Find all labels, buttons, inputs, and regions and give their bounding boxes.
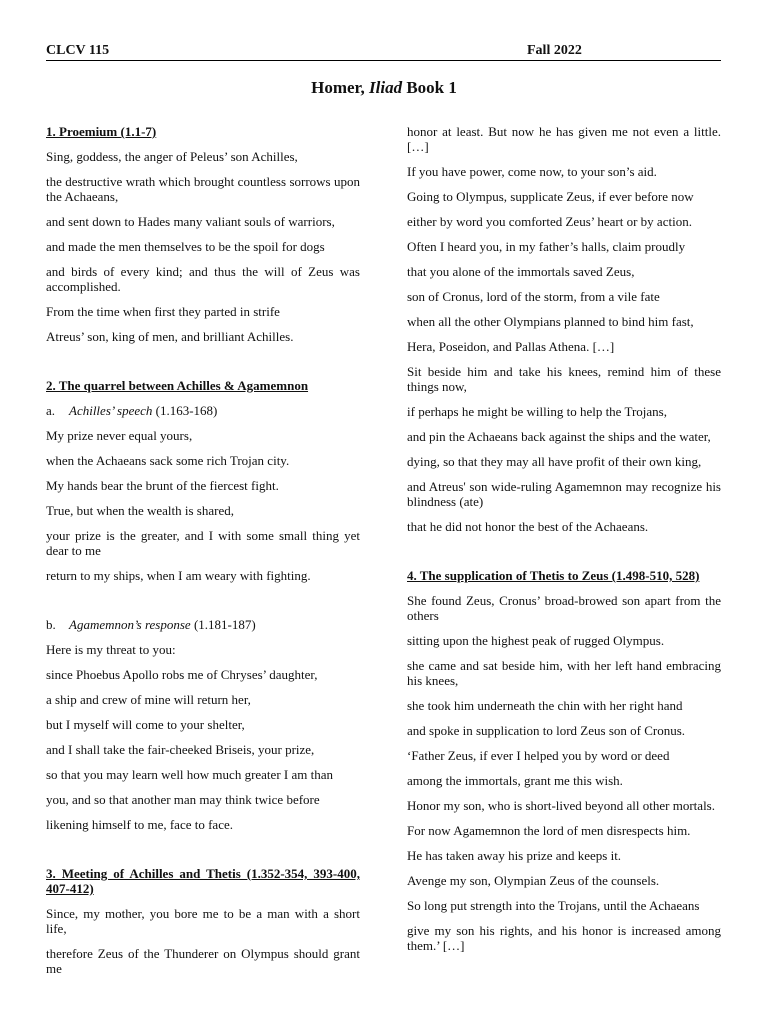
subsection-label: Achilles’ speech bbox=[69, 403, 153, 418]
line-reference: (1.181-187) bbox=[190, 617, 256, 632]
verse-line: True, but when the wealth is shared, bbox=[46, 503, 234, 518]
verse-line: among the immortals, grant me this wish. bbox=[407, 773, 623, 788]
verse-line: She found Zeus, Cronus’ broad-browed son apart from the others bbox=[407, 593, 721, 623]
verse-line: and sent down to Hades many valiant souls of warriors, bbox=[46, 214, 335, 229]
verse-line: dying, so that they may all have profit of their own king, bbox=[407, 454, 702, 469]
verse-line: My hands bear the brunt of the fiercest fight. bbox=[46, 478, 279, 493]
verse-line: Honor my son, who is short-lived beyond all other mortals. bbox=[407, 798, 715, 813]
verse-line: and I shall take the fair-cheeked Briseis, your prize, bbox=[46, 742, 315, 757]
right-column bbox=[407, 124, 721, 963]
verse-line: that he did not honor the best of the Achaeans. bbox=[407, 519, 649, 534]
verse-line: Often I heard you, in my father’s halls, claim proudly bbox=[407, 239, 686, 254]
subsection-heading bbox=[46, 617, 360, 632]
left-column bbox=[46, 124, 360, 986]
verse-line: From the time when first they parted in strife bbox=[46, 304, 280, 319]
verse-line: since Phoebus Apollo robs me of Chryses’ daughter, bbox=[46, 667, 318, 682]
subsection-letter: a. bbox=[46, 403, 56, 418]
verse-line: ‘Father Zeus, if ever I helped you by word or deed bbox=[407, 748, 670, 763]
section-heading: 3. Meeting of Achilles and Thetis (1.352-354, 393-400, 407-412) bbox=[46, 866, 360, 896]
verse-line: son of Cronus, lord of the storm, from a vile fate bbox=[407, 289, 660, 304]
verse-line: and made the men themselves to be the spoil for dogs bbox=[46, 239, 325, 254]
verse-line: you, and so that another man may think twice before bbox=[46, 792, 320, 807]
verse-line: Since, my mother, you bore me to be a man with a short life, bbox=[46, 906, 360, 936]
line-reference: (1.163-168) bbox=[152, 403, 218, 418]
course-code: CLCV 115 bbox=[46, 43, 110, 58]
verse-line: likening himself to me, face to face. bbox=[46, 817, 233, 832]
verse-line: So long put strength into the Trojans, until the Achaeans bbox=[407, 898, 700, 913]
verse-line: return to my ships, when I am weary with fighting. bbox=[46, 568, 311, 583]
verse-line: and pin the Achaeans back against the ships and the water, bbox=[407, 429, 711, 444]
subsection-label: Agamemnon’s response bbox=[69, 617, 191, 632]
verse-line: she came and sat beside him, with her left hand embracing his knees, bbox=[407, 658, 721, 688]
term: Fall 2022 bbox=[527, 43, 582, 58]
verse-line: Hera, Poseidon, and Pallas Athena. […] bbox=[407, 339, 615, 354]
section-heading: 1. Proemium (1.1-7) bbox=[46, 124, 157, 139]
section-gap bbox=[407, 544, 721, 568]
title-italic: Iliad bbox=[369, 78, 403, 97]
verse-line: Atreus’ son, king of men, and brilliant Achilles. bbox=[46, 329, 294, 344]
verse-line: sitting upon the highest peak of rugged Olympus. bbox=[407, 633, 665, 648]
section-gap bbox=[46, 593, 360, 617]
verse-line: so that you may learn well how much greater I am than bbox=[46, 767, 333, 782]
verse-line: Avenge my son, Olympian Zeus of the counsels. bbox=[407, 873, 660, 888]
verse-line: the destructive wrath which brought countless sorrows upon the Achaeans, bbox=[46, 174, 360, 204]
verse-line: If you have power, come now, to your son’s aid. bbox=[407, 164, 657, 179]
subsection-heading bbox=[46, 403, 360, 418]
verse-line: and Atreus' son wide-ruling Agamemnon may recognize his blindness (ate) bbox=[407, 479, 721, 509]
verse-line: if perhaps he might be willing to help the Trojans, bbox=[407, 404, 667, 419]
verse-line: He has taken away his prize and keeps it. bbox=[407, 848, 622, 863]
verse-line: a ship and crew of mine will return her, bbox=[46, 692, 251, 707]
verse-line: For now Agamemnon the lord of men disrespects him. bbox=[407, 823, 691, 838]
section-heading: 2. The quarrel between Achilles & Agamemnon bbox=[46, 378, 309, 393]
verse-line: that you alone of the immortals saved Zeus, bbox=[407, 264, 635, 279]
page-header bbox=[46, 43, 721, 61]
verse-line: your prize is the greater, and I with some small thing yet dear to me bbox=[46, 528, 360, 558]
document-title bbox=[0, 78, 768, 98]
verse-line: Going to Olympus, supplicate Zeus, if ever before now bbox=[407, 189, 694, 204]
verse-line: Sit beside him and take his knees, remind him of these things now, bbox=[407, 364, 721, 394]
verse-line: either by word you comforted Zeus’ heart or by action. bbox=[407, 214, 692, 229]
verse-line: when all the other Olympians planned to bind him fast, bbox=[407, 314, 694, 329]
verse-line: when the Achaeans sack some rich Trojan city. bbox=[46, 453, 290, 468]
title-prefix: Homer, bbox=[311, 78, 370, 97]
verse-line: Here is my threat to you: bbox=[46, 642, 176, 657]
section-gap bbox=[46, 354, 360, 378]
verse-line: therefore Zeus of the Thunderer on Olympus should grant me bbox=[46, 946, 360, 976]
verse-line: but I myself will come to your shelter, bbox=[46, 717, 245, 732]
verse-line: and birds of every kind; and thus the will of Zeus was accomplished. bbox=[46, 264, 360, 294]
verse-line: Sing, goddess, the anger of Peleus’ son Achilles, bbox=[46, 149, 298, 164]
verse-line: and spoke in supplication to lord Zeus son of Cronus. bbox=[407, 723, 686, 738]
verse-line: My prize never equal yours, bbox=[46, 428, 193, 443]
section-gap bbox=[46, 842, 360, 866]
title-suffix: Book 1 bbox=[402, 78, 457, 97]
verse-line: honor at least. But now he has given me not even a little. […] bbox=[407, 124, 721, 154]
verse-line: give my son his rights, and his honor is increased among them.’ […] bbox=[407, 923, 721, 953]
section-heading: 4. The supplication of Thetis to Zeus (1.498-510, 528) bbox=[407, 568, 700, 583]
subsection-letter: b. bbox=[46, 617, 56, 632]
verse-line: she took him underneath the chin with her right hand bbox=[407, 698, 683, 713]
